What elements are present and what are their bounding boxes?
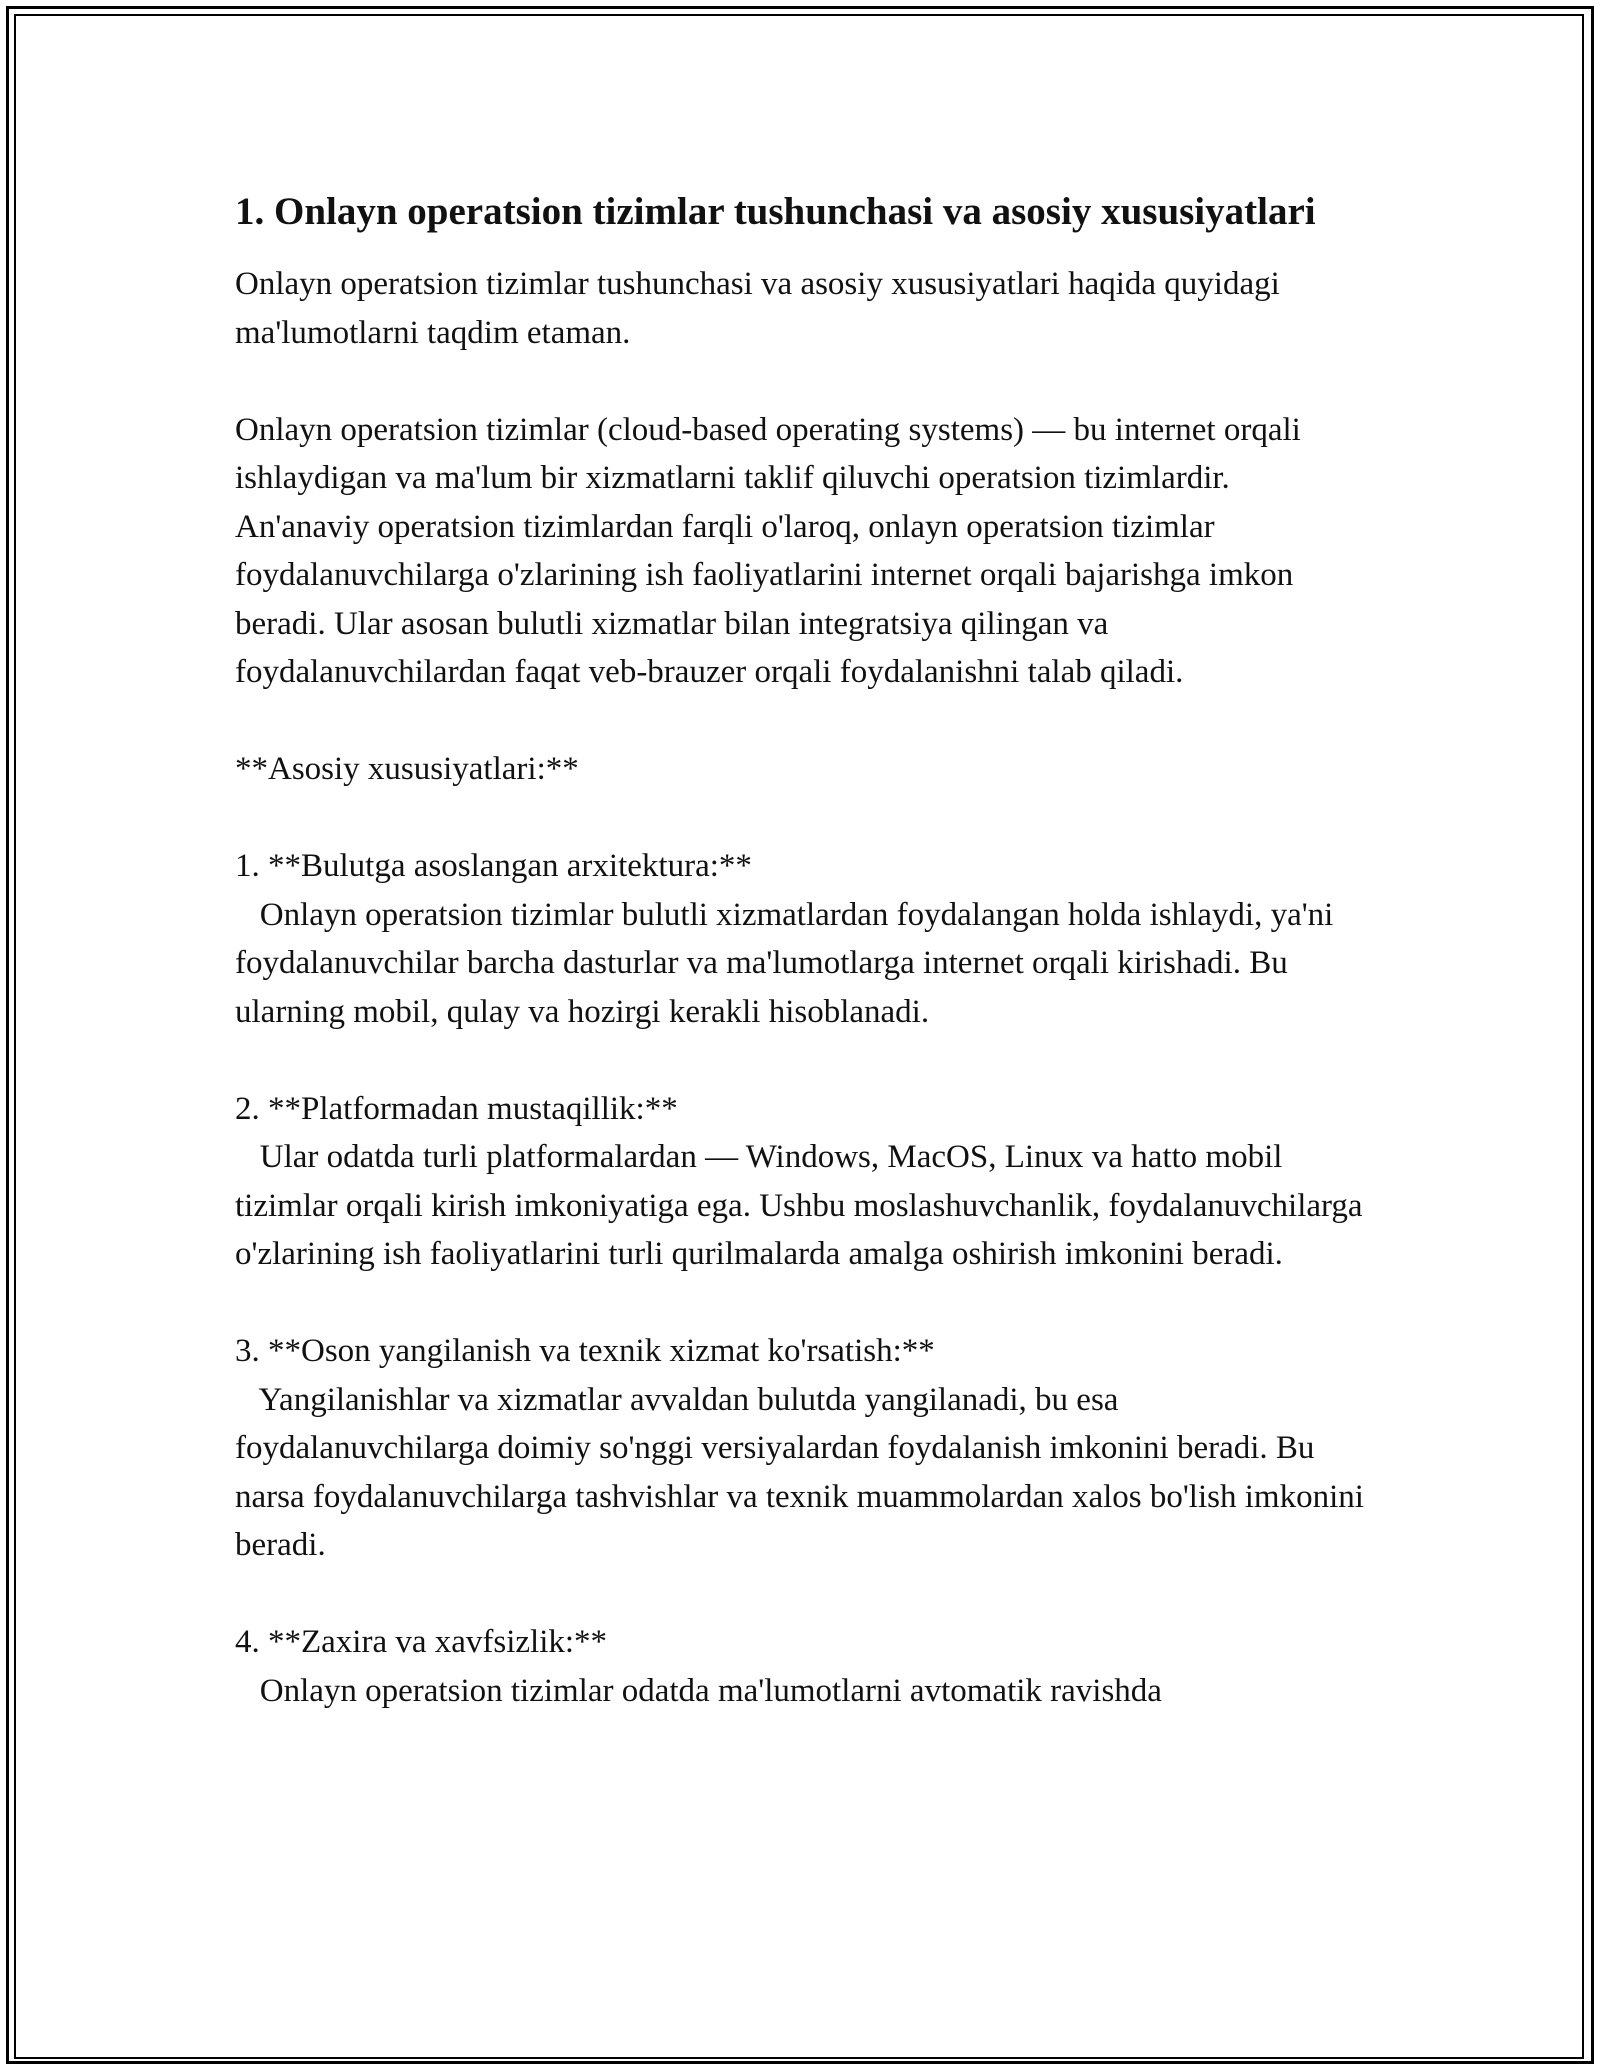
feature-2-text-content: Ular odatda turli platformalardan — Windows, MacOS, Linux va hatto mobil tizimlar orqali kirish imkoniyatiga ega. Ushbu moslashuvchanlik, foydalanuvchilarga o'zlarining ish faoliyatlarini turli qurilmalarda amalga oshirish imkonini beradi.: [235, 1139, 1363, 1272]
paragraph-gap: [235, 357, 1365, 406]
definition-paragraph: Onlayn operatsion tizimlar (cloud-based operating systems) — bu internet orqali ishlaydigan va ma'lum bir xizmatlarni taklif qiluvchi operatsion tizimlardir. An'anaviy operatsion tizimlardan farqli o'laroq, onlayn operatsion tizimlar foydalanuvchilarga o'zlarining ish faoliyatlarini internet orqali bajarishga imkon beradi. Ular asosan bulutli xizmatlar bilan integratsiya qilingan va foydalanuvchilardan faqat veb-brauzer orqali foydalanishni talab qiladi.: [235, 411, 1301, 690]
paragraph-gap: [235, 1570, 1365, 1619]
feature-4-text: [235, 1667, 1365, 1716]
feature-3-text: [235, 1376, 1365, 1570]
feature-1-text-content: Onlayn operatsion tizimlar bulutli xizmatlardan foydalangan holda ishlaydi, ya'ni foydalanuvchilar barcha dasturlar va ma'lumotlarga internet orqali kirishadi. Bu ularning mobil, qulay va hozirgi kerakli hisoblanadi.: [235, 896, 1334, 1030]
document-body: [235, 184, 1365, 1715]
paragraph-gap: [235, 1036, 1365, 1085]
paragraph-gap: [235, 697, 1365, 746]
features-title: **Asosiy xususiyatlari:**: [235, 751, 579, 787]
feature-1-text: [235, 891, 1365, 1037]
feature-2-title: 2. **Platformadan mustaqillik:**: [235, 1090, 678, 1127]
feature-4-text-content: Onlayn operatsion tizimlar odatda ma'lumotlarni avtomatik ravishda: [259, 1672, 1162, 1709]
feature-3-title: 3. **Oson yangilanish va texnik xizmat ko'rsatish:**: [235, 1333, 935, 1369]
feature-4-title: 4. **Zaxira va xavfsizlik:**: [235, 1624, 608, 1660]
section-heading: 1. Onlayn operatsion tizimlar tushunchasi va asosiy xususiyatlari: [235, 190, 1316, 233]
feature-3-text-content: Yangilanishlar va xizmatlar avvaldan bulutda yangilanadi, bu esa foydalanuvchilarga doimiy so'nggi versiyalardan foydalanish imkonini beradi. Bu narsa foydalanuvchilarga tashvishlar va texnik muammolardan xalos bo'lish imkonini beradi.: [235, 1381, 1364, 1563]
feature-2-text: [235, 1133, 1365, 1279]
feature-1-title: 1. **Bulutga asoslangan arxitektura:**: [235, 848, 752, 884]
intro-paragraph: Onlayn operatsion tizimlar tushunchasi va asosiy xususiyatlari haqida quyidagi ma'lumotlarni taqdim etaman.: [235, 266, 1280, 351]
paragraph-gap: [235, 1279, 1365, 1328]
paragraph-gap: [235, 794, 1365, 843]
